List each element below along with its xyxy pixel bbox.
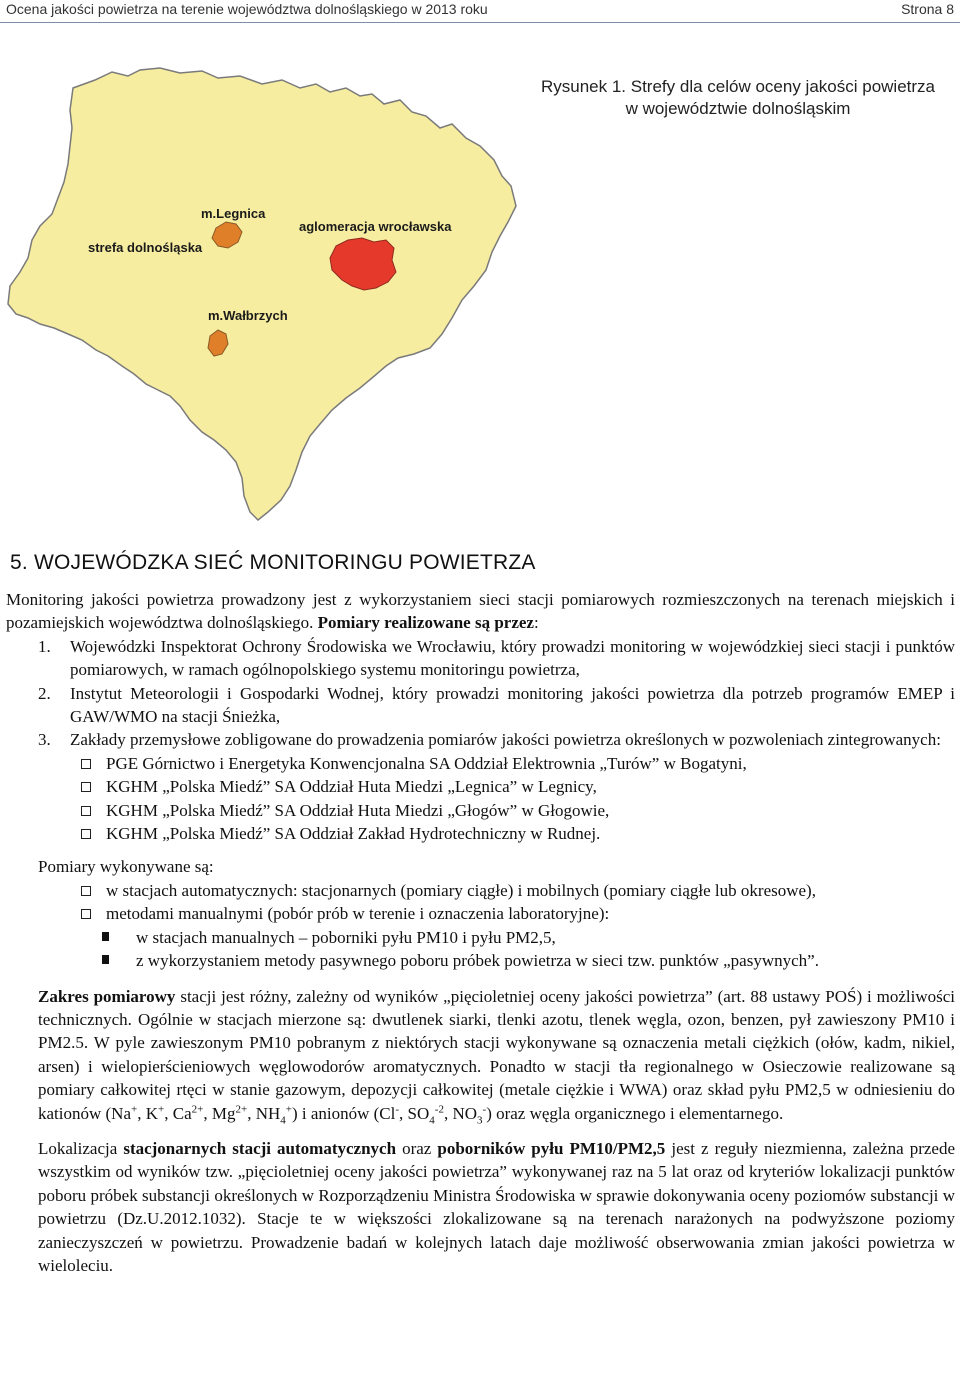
lokalizacja-bold-2: poborników pyłu PM10/PM2,5 xyxy=(437,1138,666,1158)
list-item xyxy=(6,775,955,798)
list-item xyxy=(6,752,955,775)
spacer xyxy=(6,1125,955,1137)
lokalizacja-bold-1: stacjonarnych stacji automatycznych xyxy=(123,1138,397,1158)
checkbox-bullet-icon xyxy=(81,759,91,769)
sub-4: 4 xyxy=(429,1113,435,1126)
label-aglomeracja: aglomeracja wrocławska xyxy=(299,219,452,234)
list-item xyxy=(6,949,955,972)
company-text: PGE Górnictwo i Energetyka Konwencjonalna SA Oddział Elektrownia „Turów” w Bogatyni, xyxy=(106,753,747,773)
providers-list xyxy=(6,635,955,752)
list-item xyxy=(6,879,955,902)
company-text: KGHM „Polska Miedź” SA Oddział Zakład Hydrotechniczny w Rudnej. xyxy=(106,824,601,844)
nh-symbol: , NH xyxy=(247,1103,281,1123)
sup-plus: + xyxy=(158,1102,165,1115)
item-number: 3. xyxy=(38,730,51,750)
dolnoslaskie-region xyxy=(8,68,516,520)
square-bullet-icon xyxy=(102,955,109,964)
item-text: Wojewódzki Inspektorat Ochrony Środowiska we Wrocławiu, który prowadzi monitoring w wojewódzkiej sieci stacji i punktów pomiarowych, w ramach ogólnopolskiego systemu monitoringu powietrza, xyxy=(70,636,955,680)
intro-paragraph xyxy=(6,588,955,635)
figure-caption xyxy=(520,76,956,120)
sup-plus: + xyxy=(131,1102,138,1115)
checkbox-bullet-icon xyxy=(81,806,91,816)
square-bullet-icon xyxy=(102,932,109,941)
so-symbol: , SO xyxy=(399,1103,430,1123)
page-number: Strona 8 xyxy=(901,1,954,17)
lokalizacja-text-3: jest z reguły niezmienna, zależna przede wszystkim od wyników tzw. „pięcioletniej oceny jakości powietrza” wykonywanej raz na 5 lat oraz od kryteriów lokalizacji punktów poboru próbek substancji określonych w Rozporządzeniu Ministra Środowiska w sprawie dokonywania oceny poziomów substancji w powietrzu (Dz.U.2012.1032). Stacje te w większości zlokalizowane są na terenach narażonych na podwyższone poziomy zanieczyszczeń w powietrzu. Prowadzenie badań w kolejnych latach daje możliwość obserwowania zmian jakości powietrza w wieloleciu. xyxy=(38,1138,955,1275)
zones-map xyxy=(0,60,520,530)
manual-text: z wykorzystaniem metody pasywnego poboru próbek powietrza w sieci tzw. punktów „pasywnych”. xyxy=(136,951,819,971)
manual-text: w stacjach manualnych – poborniki pyłu PM10 i pyłu PM2,5, xyxy=(136,927,556,947)
list-item xyxy=(6,635,955,682)
item-text: Zakłady przemysłowe zobligowane do prowadzenia pomiarów jakości powietrza określonych w pozwoleniach zintegrowanych: xyxy=(70,730,941,750)
item-number: 2. xyxy=(38,683,51,703)
sup-2plus: 2+ xyxy=(235,1102,248,1115)
sep: , xyxy=(137,1103,146,1123)
sup-minus: - xyxy=(482,1102,487,1115)
lokalizacja-text-1: Lokalizacja xyxy=(38,1138,124,1158)
k-symbol: K xyxy=(145,1103,159,1123)
zakres-bold: Zakres pomiarowy xyxy=(38,986,176,1006)
mg-symbol: , Mg xyxy=(203,1103,236,1123)
intro-colon: : xyxy=(533,613,539,633)
sup-minus: - xyxy=(395,1102,400,1115)
list-item xyxy=(6,822,955,845)
checkbox-bullet-icon xyxy=(81,782,91,792)
item-number: 1. xyxy=(38,636,51,656)
method-text: metodami manualnymi (pobór prób w terenie i oznaczenia laboratoryjne): xyxy=(106,904,610,924)
anion-open: ) i anionów (Cl xyxy=(291,1103,396,1123)
companies-list xyxy=(6,752,955,846)
intro-text: Monitoring jakości powietrza prowadzony jest z wykorzystaniem sieci stacji pomiarowych rozmieszczonych na terenach miejskich i pozamiejskich województwa dolnośląskiego. xyxy=(6,590,955,633)
header-title: Ocena jakości powietrza na terenie województwa dolnośląskiego w 2013 roku xyxy=(6,1,488,17)
item-text: Instytut Meteorologii i Gospodarki Wodnej, który prowadzi monitoring jakości powietrza dla potrzeb programów EMEP i GAW/WMO na stacji Śnieżka, xyxy=(70,683,955,727)
methods-list xyxy=(6,879,955,926)
zakres-paragraph xyxy=(6,985,955,1125)
list-item xyxy=(6,902,955,925)
list-item xyxy=(6,926,955,949)
manual-methods-list xyxy=(6,926,955,973)
spacer xyxy=(6,973,955,985)
company-text: KGHM „Polska Miedź” SA Oddział Huta Miedzi „Głogów” w Głogowie, xyxy=(106,800,610,820)
list-item xyxy=(6,728,955,751)
label-legnica: m.Legnica xyxy=(201,206,266,221)
lokalizacja-paragraph xyxy=(6,1137,955,1277)
lokalizacja-text-2: oraz xyxy=(396,1138,438,1158)
spacer xyxy=(6,845,955,855)
sup-plus: + xyxy=(285,1102,292,1115)
list-item xyxy=(6,799,955,822)
page-header xyxy=(0,0,960,23)
sup-minus2: -2 xyxy=(434,1102,444,1115)
label-walbrzych: m.Wałbrzych xyxy=(208,308,288,323)
caption-line-1: Rysunek 1. Strefy dla celów oceny jakości powietrza xyxy=(540,77,935,96)
ca-symbol: , Ca xyxy=(164,1103,192,1123)
zakres-text: stacji jest różny, zależny od wyników „pięcioletniej oceny jakości powietrza” (art. 88 ustawy POŚ) i możliwości technicznych. Ogólnie w stacjach mierzone są: dwutlenek siarki, tlenki azotu, tlenek węgla, ozon, benzen, pył zawieszony PM10 i PM2.5. W pyle zawieszonym PM10 pobranym z niektórych stacji wykonywane są oznaczenia metali ciężkich (ołów, kadm, nikiel, arsen) i wielopierścieniowych węglowodorów aromatycznych. Ponadto w stacji tła regionalnego w Osieczowie realizowane są pomiary całkowitej rtęci w stanie gazowym, depozycji całkowitej (metale ciężkie i WWA) oraz skład pyłu PM2,5 w odniesieniu do kationów (Na xyxy=(38,986,955,1123)
sub-3: 3 xyxy=(477,1113,483,1126)
section-content xyxy=(6,588,955,1277)
section-title: 5. WOJEWÓDZKA SIEĆ MONITORINGU POWIETRZA xyxy=(10,551,536,574)
sup-2plus: 2+ xyxy=(191,1102,204,1115)
checkbox-bullet-icon xyxy=(81,909,91,919)
list-item xyxy=(6,682,955,729)
sub-4: 4 xyxy=(280,1113,286,1126)
pomiary-intro: Pomiary wykonywane są: xyxy=(38,857,214,877)
intro-bold: Pomiary realizowane są przez xyxy=(317,613,534,633)
zakres-end: ) oraz węgla organicznego i elementarnego. xyxy=(486,1103,784,1123)
no-symbol: , NO xyxy=(443,1103,478,1123)
checkbox-bullet-icon xyxy=(81,829,91,839)
company-text: KGHM „Polska Miedź” SA Oddział Huta Miedzi „Legnica” w Legnicy, xyxy=(106,777,597,797)
method-text: w stacjach automatycznych: stacjonarnych (pomiary ciągłe) i mobilnych (pomiary ciągłe lub okresowe), xyxy=(106,880,816,900)
checkbox-bullet-icon xyxy=(81,886,91,896)
label-strefa: strefa dolnośląska xyxy=(88,240,203,255)
caption-line-2: w województwie dolnośląskim xyxy=(625,99,851,118)
